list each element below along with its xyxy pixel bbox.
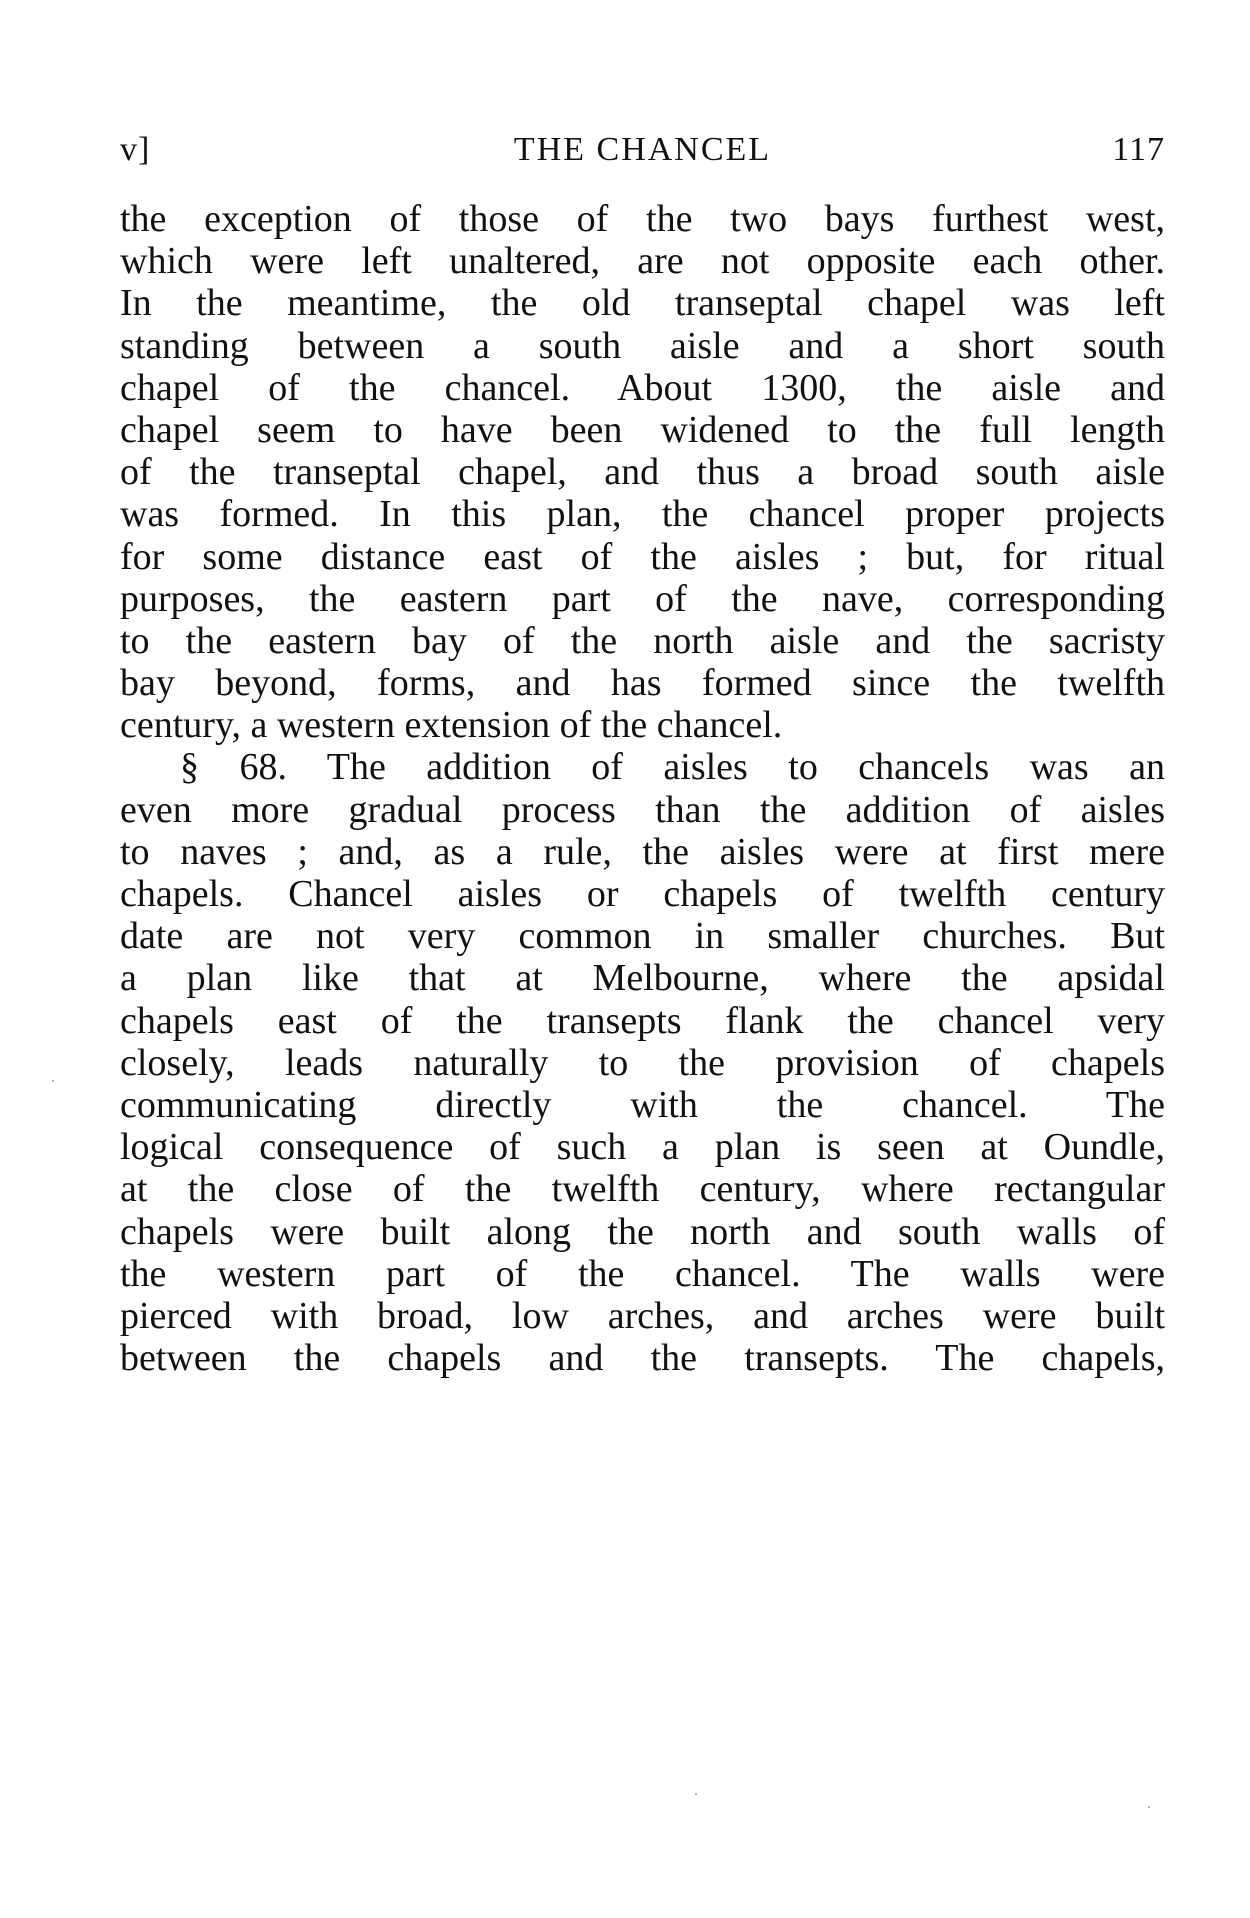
text-line: pierced with broad, low arches, and arches were built — [120, 1294, 1165, 1337]
scan-speck — [695, 1793, 697, 1795]
text-line: chapel of the chancel. About 1300, the aisle and — [120, 366, 1165, 409]
text-line: a plan like that at Melbourne, where the apsidal — [120, 957, 1165, 1000]
text-line: logical consequence of such a plan is seen at Oundle, — [120, 1126, 1165, 1169]
scan-speck — [1148, 1806, 1150, 1808]
running-head — [120, 128, 1165, 172]
paragraph-1 — [120, 198, 1165, 746]
text-line: purposes, the eastern part of the nave, corresponding — [120, 577, 1165, 620]
chapter-number: v] — [120, 131, 151, 168]
text-line: to naves ; and, as a rule, the aisles were at first mere — [120, 830, 1165, 873]
text-line: date are not very common in smaller churches. But — [120, 915, 1165, 958]
text-line: which were left unaltered, are not opposite each other. — [120, 240, 1165, 283]
text-line: In the meantime, the old transeptal chapel was left — [120, 282, 1165, 325]
text-line: between the chapels and the transepts. The chapels, — [120, 1337, 1165, 1380]
text-line: of the transeptal chapel, and thus a broad south aisle — [120, 451, 1165, 494]
text-line: for some distance east of the aisles ; but, for ritual — [120, 535, 1165, 578]
text-line: chapels. Chancel aisles or chapels of twelfth century — [120, 873, 1165, 915]
text-line: chapel seem to have been widened to the full length — [120, 408, 1165, 451]
text-line: communicating directly with the chancel. The — [120, 1083, 1165, 1126]
text-line: century, a western extension of the chancel. — [120, 704, 783, 747]
text-line: bay beyond, forms, and has formed since the twelfth — [120, 662, 1165, 705]
text-line: standing between a south aisle and a short south — [120, 324, 1165, 367]
text-line: the exception of those of the two bays furthest west, — [120, 198, 1165, 240]
body-text — [120, 198, 1165, 1379]
text-line: the western part of the chancel. The walls were — [120, 1252, 1165, 1295]
text-line: chapels were built along the north and south walls of — [120, 1210, 1165, 1253]
text-line: was formed. In this plan, the chancel proper projects — [120, 493, 1165, 536]
text-line: chapels east of the transepts flank the chancel very — [120, 999, 1165, 1042]
text-line: even more gradual process than the addition of aisles — [120, 788, 1165, 831]
scan-speck — [52, 1080, 54, 1082]
text-line: at the close of the twelfth century, where rectangular — [120, 1168, 1165, 1211]
section-heading-line: § 68. The addition of aisles to chancels was an — [180, 746, 1165, 789]
text-line: closely, leads naturally to the provision of chapels — [120, 1041, 1165, 1084]
page-number: 117 — [1112, 131, 1165, 168]
paragraph-section-68 — [120, 746, 1165, 1379]
text-line: to the eastern bay of the north aisle and the sacristy — [120, 619, 1165, 662]
page-title: THE CHANCEL — [513, 131, 772, 168]
